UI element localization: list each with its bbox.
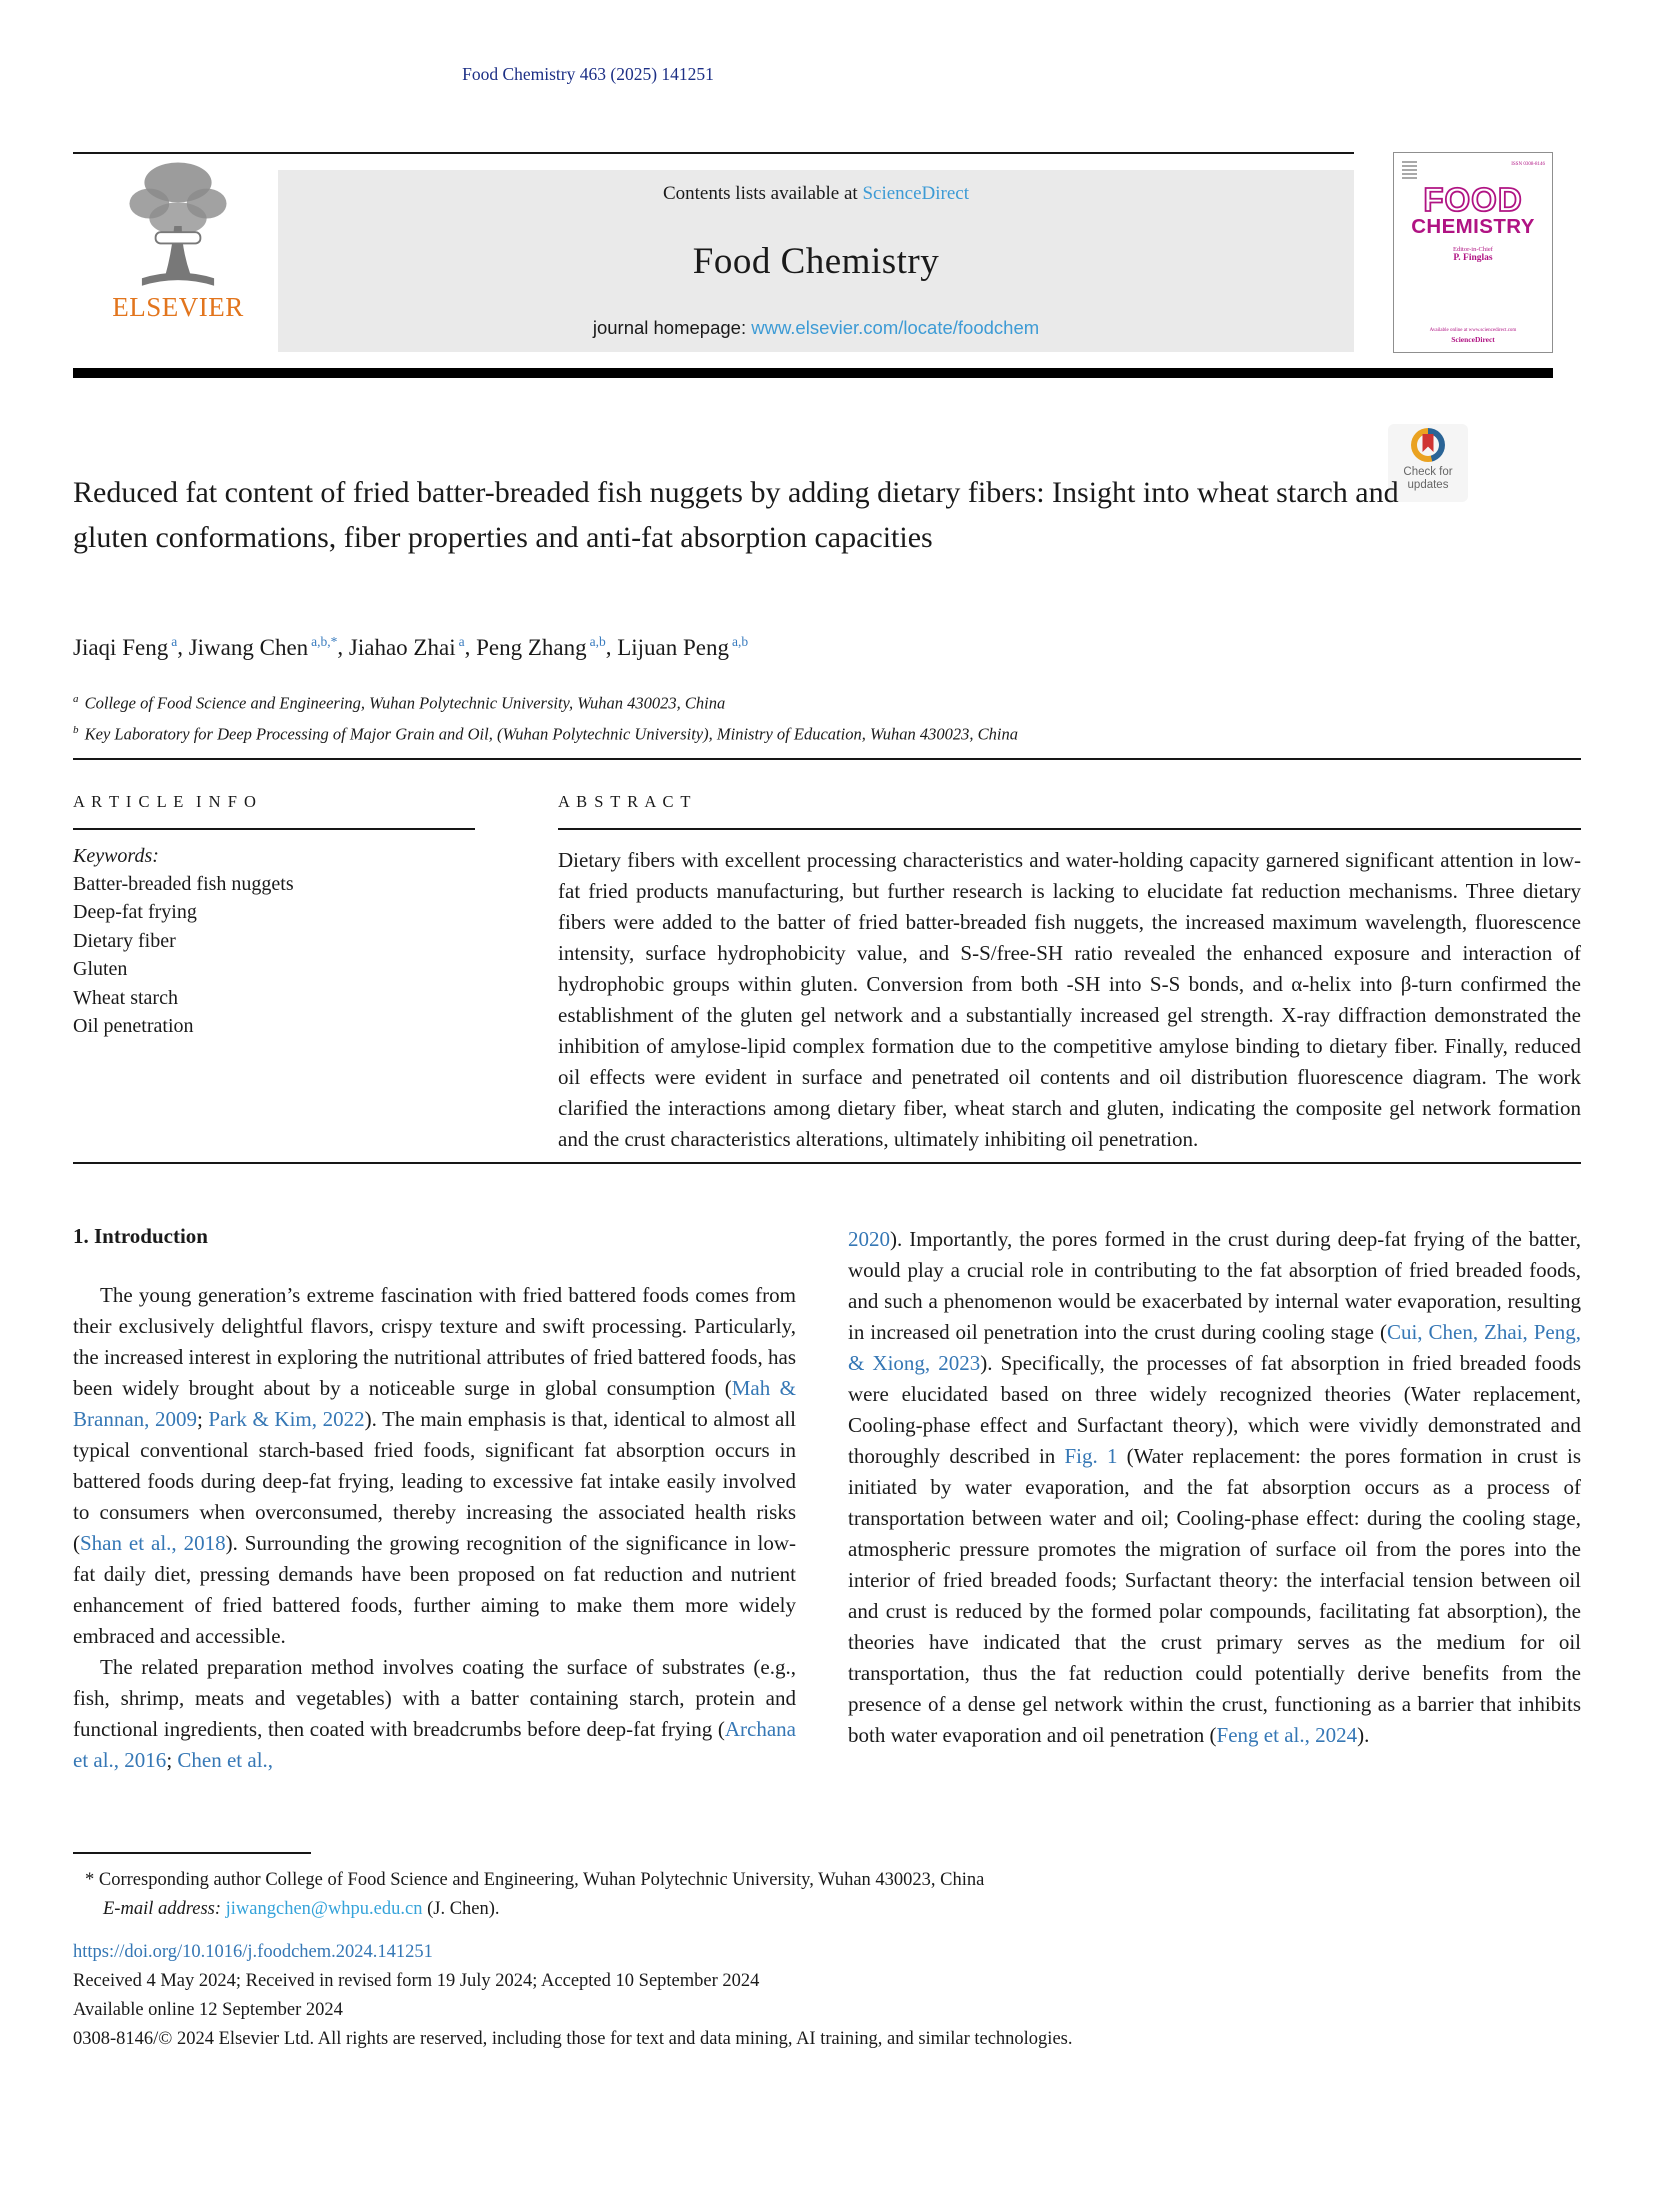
cover-sciencedirect: ScienceDirect (1451, 335, 1495, 344)
elsevier-tree-icon (122, 156, 234, 296)
cover-elsevier-mini-logo (1402, 161, 1417, 180)
journal-title: Food Chemistry (692, 240, 940, 282)
bookmark-icon (1423, 434, 1434, 452)
journal-homepage-line (593, 317, 1039, 339)
citation-link[interactable]: Park & Kim, 2022 (208, 1407, 365, 1431)
sciencedirect-link[interactable]: ScienceDirect (862, 183, 970, 204)
cover-issn: ISSN 0308-8146 (1511, 162, 1545, 167)
elsevier-logo (84, 156, 272, 360)
author-list: Jiaqi Feng $^a$, Jiwang Chen $^{a,b,*}$, Jiahao Zhai $^a$, Peng Zhang $^{a,b}$, Lijuan Peng $^{a,b}$ (73, 634, 749, 660)
citation-link[interactable]: Chen et al., (177, 1748, 274, 1772)
article-info-rule (73, 828, 475, 830)
check-updates-label: Check for updates (1403, 466, 1453, 491)
keywords-label: Keywords: (73, 844, 159, 867)
body-paragraph: The related preparation method involves coating the surface of substrates (e.g., fish, shrimp, meats and vegetables) with a batter containing starch, protein and functional ingredients, then coated with breadcrumbs before deep-fat frying (Archana et al., 2016; Chen et al., (73, 1655, 796, 1772)
keyword: Gluten (73, 958, 128, 980)
introduction-section (73, 1218, 1581, 1776)
journal-ref: Food Chemistry 463 (2025) 141251 (462, 64, 714, 84)
asterisk-marker: * (85, 1870, 95, 1890)
contents-line (663, 183, 969, 205)
author-affiliation-sup: a (171, 634, 178, 649)
cover-title-food: FOOD (1423, 181, 1523, 218)
citation-link[interactable]: Archana et al., 2016 (73, 1717, 796, 1772)
abstract-heading: A B S T R A C T (558, 792, 692, 811)
corresponding-author-line: * Corresponding author College of Food Science and Engineering, Wuhan Polytechnic University, Wuhan 430023, China (85, 1870, 985, 1890)
masthead-box (278, 170, 1354, 352)
corresponding-author-footnote (73, 1866, 1373, 1924)
author-name: Lijuan Peng $^{a,b}$ (617, 634, 749, 660)
figure-ref-link[interactable]: Fig. 1 (1064, 1444, 1118, 1468)
divider-rule (73, 758, 1581, 760)
masthead-black-bar (73, 368, 1553, 378)
body-paragraph: 2020). Importantly, the pores formed in the crust during deep-fat frying of the batter, would play a crucial role in contributing to the fat absorption of fried breaded foods, and such a phenomenon would be exacerbated by internal water evaporation, resulting in increased oil penetration into the crust during cooling stage (Cui, Chen, Zhai, Peng, & Xiong, 2023). Specifically, the processes of fat absorption in fried breaded foods were elucidated based on three widely recognized theories (Water replacement, Cooling-phase effect and Surfactant theory), which were vividly demonstrated and thoroughly described in Fig. 1 (Water replacement: the pores formation in crust is initiated by water evaporation, and the fat absorption occurs as a process of transportation between water and oil; Cooling-phase effect: during the cooling stage, atmospheric pressure promotes the migration of surface oil from the pores into the interior of fried breaded foods; Surfactant theory: the interfacial tension between oil and crust is reduced by the formed polar compounds, facilitating fat absorption), the theories have indicated that the crust primary serves as the medium for oil transportation, thus the fat reduction could potentially derive benefits from the presence of a dense gel network within the crust, functioning as a barrier that inhibits both water evaporation and oil penetration (Feng et al., 2024). (848, 1227, 1582, 1747)
citation-link[interactable]: Mah & Brannan, 2009 (73, 1376, 797, 1431)
abstract-section (558, 792, 1581, 1155)
keyword: Dietary fiber (73, 929, 176, 952)
masthead-top-rule (73, 152, 1354, 154)
citation-link[interactable]: 2020 (848, 1227, 890, 1251)
affiliation: $^b$ Key Laboratory for Deep Processing of Major Grain and Oil, (Wuhan Polytechnic University), Ministry of Education, Wuhan 430023, China (73, 723, 1018, 743)
affiliations (73, 686, 1018, 747)
section-heading-introduction: 1. Introduction (73, 1224, 208, 1248)
article-footer (73, 1938, 1581, 2054)
keyword: Deep-fat frying (73, 901, 197, 923)
journal-cover-thumbnail (1393, 152, 1553, 353)
email-line: E-mail address: jiwangchen@whpu.edu.cn (J. Chen). (103, 1899, 500, 1919)
author-affiliation-sup: a,b (589, 634, 606, 649)
cover-editor-name: P. Finglas (1453, 253, 1493, 263)
article-info-heading: A R T I C L E I N F O (73, 792, 258, 811)
homepage-label: journal homepage: (592, 317, 752, 338)
copyright-line: 0308-8146/© 2024 Elsevier Ltd. All rights are reserved, including those for text and data mining, AI training, and similar technologies. (73, 2029, 1073, 2049)
left-column (73, 1218, 796, 1776)
abstract-text: Dietary fibers with excellent processing characteristics and water-holding capacity garnered significant attention in low-fat fried products manufacturing, but further research is lacking to elucidate fat reduction mechanisms. Three dietary fibers were added to the batter of fried batter-breaded fish nuggets, the increased maximum wavelength, fluorescence intensity, surface hydrophobicity value, and S-S/free-SH ratio revealed the enhanced exposure and interaction of hydrophobic groups within gluten. Conversion from both -SH into S-S bonds, and α-helix into β-turn confirmed the establishment of the gluten gel network and a substantially increased gel strength. X-ray diffraction demonstrated the inhibition of amylose-lipid complex formation due to the competitive amylose binding to dietary fiber. Finally, reduced oil effects were evident in surface and penetrated oil contents and oil distribution fluorescence diagram. The work clarified the interactions among dietary fiber, wheat starch and gluten, indicating the composite gel network formation and the crust characteristics alterations, ultimately inhibiting oil penetration. (558, 847, 1581, 1151)
keyword: Oil penetration (73, 1015, 194, 1037)
available-online: Available online 12 September 2024 (73, 2000, 343, 2020)
article-info-section (73, 792, 475, 1041)
keywords-list (73, 870, 475, 1041)
right-column (848, 1218, 1581, 1776)
elsevier-wordmark: ELSEVIER (112, 292, 244, 322)
contents-prefix: Contents lists available at (662, 183, 863, 204)
divider-rule (73, 1162, 1581, 1164)
check-updates-icon (1411, 428, 1445, 462)
body-paragraph: The young generation’s extreme fascination with fried battered foods comes from their exclusively delightful flavors, crispy texture and swift processing. Particularly, the increased interest in exploring the nutritional attributes of fried battered foods, has been widely brought about by a noticeable surge in global consumption (Mah & Brannan, 2009; Park & Kim, 2022). The main emphasis is that, identical to almost all typical conventional starch-based fried foods, significant fat absorption occurs in battered foods during deep-fat frying, leading to excessive fat intake easily involved to consumers when overconsumed, thereby increasing the associated health risks (Shan et al., 2018). Surrounding the growing recognition of the significance in low-fat daily diet, pressing demands have been proposed on fat reduction and nutrient enhancement of fried battered foods, further aiming to make them more widely embraced and accessible. (73, 1283, 797, 1648)
abstract-rule (558, 828, 1581, 830)
cover-editor-label: Editor-in-Chief (1453, 246, 1493, 253)
author-name: Jiwang Chen $^{a,b,*}$ (188, 634, 338, 660)
keyword: Wheat starch (73, 986, 178, 1009)
footnote-rule (73, 1852, 311, 1854)
journal-homepage-link[interactable]: www.elsevier.com/locate/foodchem (751, 317, 1040, 338)
author-name: Peng Zhang $^{a,b}$ (476, 634, 606, 660)
email-label: E-mail address: (103, 1899, 222, 1919)
email-link[interactable]: jiwangchen@whpu.edu.cn (225, 1899, 423, 1919)
author-name: Jiaqi Feng $^a$ (73, 634, 178, 660)
doi-link[interactable]: https://doi.org/10.1016/j.foodchem.2024.141251 (73, 1942, 433, 1962)
cover-available-line: Available online at www.sciencedirect.com (1429, 328, 1517, 333)
received-dates: Received 4 May 2024; Received in revised form 19 July 2024; Accepted 10 September 2024 (73, 1971, 760, 1991)
affiliation: $^a$ College of Food Science and Engineering, Wuhan Polytechnic University, Wuhan 430023, China (73, 693, 726, 713)
author-affiliation-sup: a,b (732, 634, 749, 649)
cover-title-chemistry: CHEMISTRY (1411, 215, 1535, 238)
author-name: Jiahao Zhai $^a$ (348, 634, 465, 660)
article-title: Reduced fat content of fried batter-breaded fish nuggets by adding dietary fibers: Insight into wheat starch and gluten conformations, fiber properties and anti-fat absorption capacities (73, 476, 1399, 554)
citation-link[interactable]: Cui, Chen, Zhai, Peng, & Xiong, 2023 (848, 1320, 1581, 1375)
citation-link[interactable]: Feng et al., 2024 (1216, 1723, 1358, 1747)
citation-link[interactable]: Shan et al., 2018 (80, 1531, 226, 1555)
keyword: Batter-breaded fish nuggets (73, 872, 294, 895)
author-affiliation-sup: a,b,* (311, 634, 338, 649)
author-affiliation-sup: a (458, 634, 465, 649)
